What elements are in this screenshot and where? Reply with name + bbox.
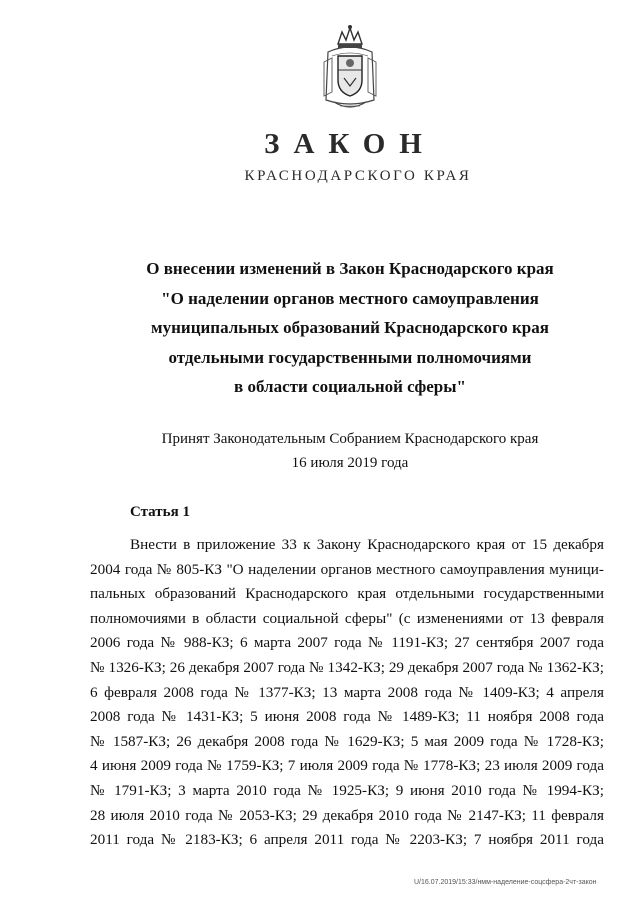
body-line: 2006 года № 988-КЗ; 6 марта 2007 года № 1191-КЗ; 27 сентября 2007 года [90, 634, 604, 652]
body-line: 2008 года № 1431-КЗ; 5 июня 2008 года № 1489-КЗ; 11 ноября 2008 года [90, 708, 604, 726]
body-line: 28 июля 2010 года № 2053-КЗ; 29 декабря 2010 года № 2147-КЗ; 11 февраля [90, 806, 604, 824]
body-line: № 1587-КЗ; 26 декабря 2008 года № 1629-КЗ; 5 мая 2009 года № 1728-КЗ; [90, 732, 604, 750]
body-line: Внести в приложение 33 к Закону Краснодарского края от 15 декабря [130, 536, 604, 553]
body-line: № 1326-КЗ; 26 декабря 2007 года № 1342-КЗ; 29 декабря 2007 года № 1362-КЗ; [90, 658, 604, 676]
body-line: 6 февраля 2008 года № 1377-КЗ; 13 марта 2008 года № 1409-КЗ; 4 апреля [90, 683, 604, 701]
adoption-info [100, 427, 600, 475]
title-line: О внесении изменений в Закон Краснодарского края [146, 259, 554, 278]
body-line: 2011 года № 2183-КЗ; 6 апреля 2011 года № 2203-КЗ; 7 ноября 2011 года [90, 831, 604, 849]
body-line: № 1791-КЗ; 3 марта 2010 года № 1925-КЗ; 9 июня 2010 года № 1994-КЗ; [90, 781, 604, 799]
adoption-date: 16 июля 2019 года [291, 455, 409, 471]
body-line: 4 июня 2009 года № 1759-КЗ; 7 июля 2009 года № 1778-КЗ; 23 июля 2009 года [90, 757, 604, 775]
adoption-line: Принят Законодательным Собранием Краснодарского края [161, 431, 539, 447]
title-line: муниципальных образований Краснодарского края [151, 318, 549, 337]
article-body [90, 533, 604, 853]
region-heading: КРАСНОДАРСКОГО КРАЯ [244, 168, 472, 184]
footer-file-path: U/16.07.2019/15:33/нмм-наделение-соцсфера-2чт-закон [414, 879, 597, 886]
title-line: "О наделении органов местного самоуправления [161, 288, 539, 308]
title-line: в области социальной сферы" [234, 377, 466, 396]
body-line: пальных образований Краснодарского края отдельными государственными [90, 585, 604, 603]
law-heading: ЗАКОН [264, 128, 436, 160]
body-line: 2004 года № 805-КЗ "О наделении органов местного самоуправления муници- [90, 560, 604, 578]
title-line: отдельными государственными полномочиями [168, 347, 532, 367]
law-title [100, 254, 600, 402]
body-line: полномочиями в области социальной сферы" (с изменениями от 13 февраля [90, 609, 604, 627]
coat-of-arms-icon [318, 22, 382, 114]
article-title: Статья 1 [130, 504, 190, 520]
